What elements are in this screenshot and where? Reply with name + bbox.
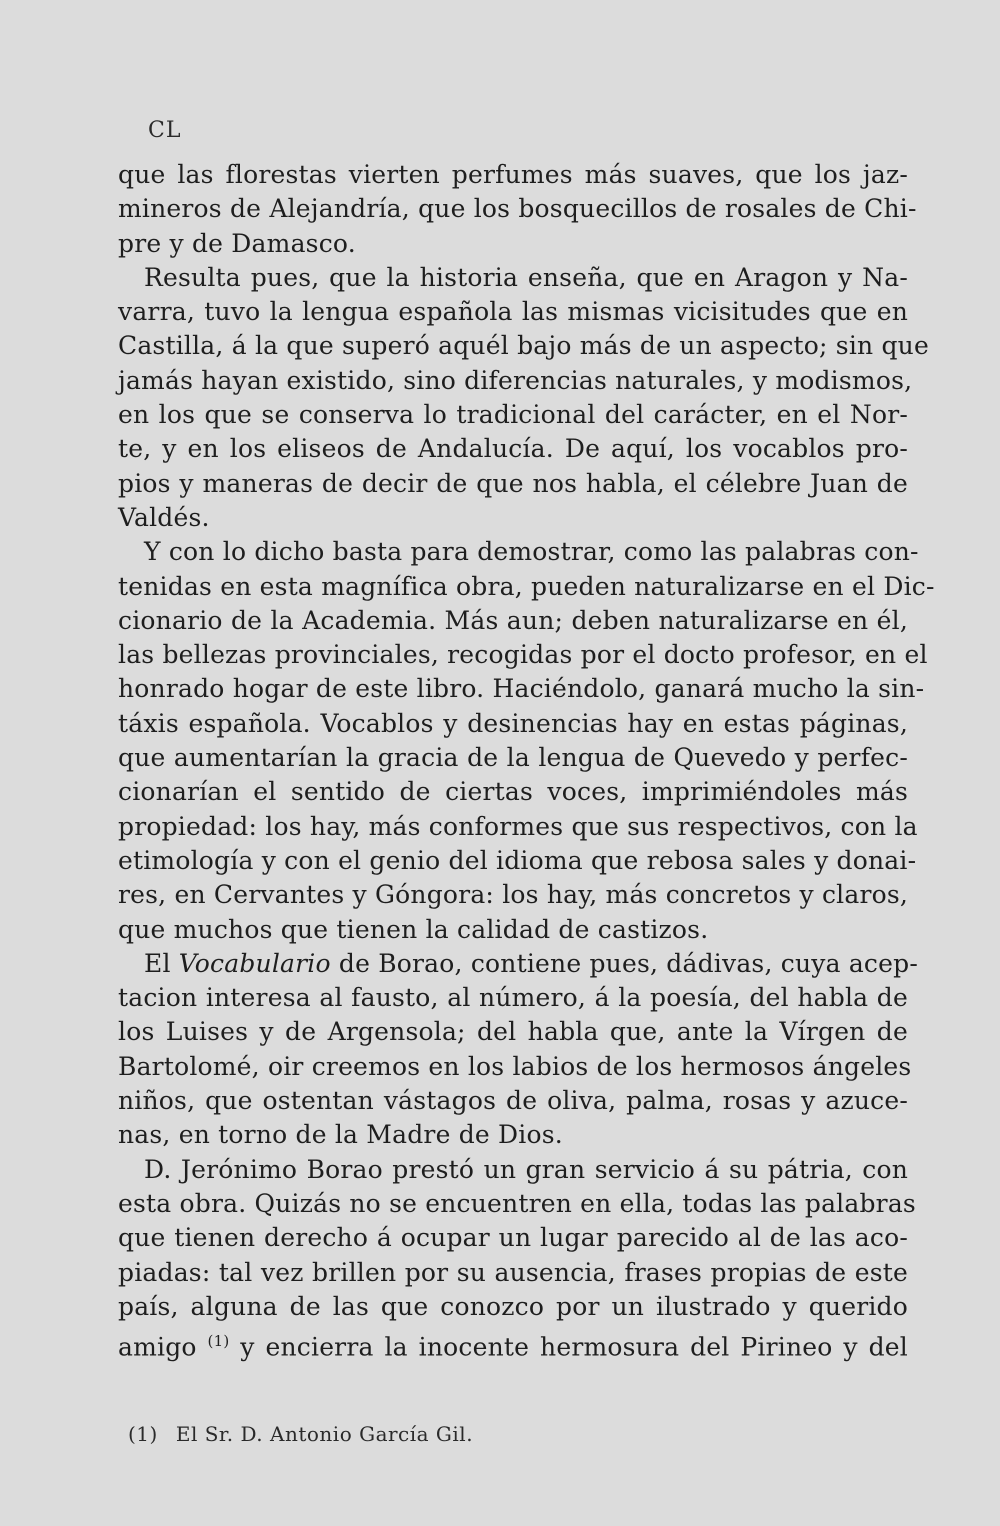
text-line: Valdés. xyxy=(118,502,210,532)
text-segment: amigo xyxy=(118,1332,208,1362)
text-line: que tienen derecho á ocupar un lugar parecido al de las aco- xyxy=(118,1223,908,1253)
text-line: las bellezas provinciales, recogidas por el docto profesor, en el xyxy=(118,640,928,670)
text-line: honrado hogar de este libro. Haciéndolo, ganará mucho la sin- xyxy=(118,674,925,704)
text-line: cionario de la Academia. Más aun; deben naturalizarse en él, xyxy=(118,605,908,635)
page-number: CL xyxy=(148,118,182,143)
text-line: Y con lo dicho basta para demostrar, como las palabras con- xyxy=(144,537,919,567)
text-line: Resulta pues, que la historia enseña, que en Aragon y Na- xyxy=(144,262,908,292)
text-line: pre y de Damasco. xyxy=(118,228,356,258)
text-line: res, en Cervantes y Góngora: los hay, más concretos y claros, xyxy=(118,880,909,910)
text-segment: El xyxy=(144,948,179,978)
text-line: te, y en los eliseos de Andalucía. De aquí, los vocablos pro- xyxy=(118,434,908,464)
text-line: que aumentarían la gracia de la lengua de Quevedo y perfec- xyxy=(118,743,908,773)
text-line: propiedad: los hay, más conformes que sus respectivos, con la xyxy=(118,811,918,841)
text-line: país, alguna de las que conozco por un ilustrado y querido xyxy=(118,1291,908,1321)
text-line: nas, en torno de la Madre de Dios. xyxy=(118,1120,563,1150)
text-line: jamás hayan existido, sino diferencias naturales, y modismos, xyxy=(118,365,913,395)
text-line: pios y maneras de decir de que nos habla, el célebre Juan de xyxy=(118,468,908,498)
text-segment: y encierra la inocente hermosura del Pirineo y del xyxy=(229,1332,908,1362)
footnote-reference: (1) xyxy=(207,1332,230,1351)
text-line: que muchos que tienen la calidad de castizos. xyxy=(118,914,709,944)
text-line: esta obra. Quizás no se encuentren en ella, todas las palabras xyxy=(118,1188,916,1218)
text-line: tacion interesa al fausto, al número, á la poesía, del habla de xyxy=(118,983,908,1013)
text-line: D. Jerónimo Borao prestó un gran servicio á su pátria, con xyxy=(144,1154,908,1184)
text-line: varra, tuvo la lengua española las mismas vicisitudes que en xyxy=(118,297,908,327)
text-line: en los que se conserva lo tradicional del carácter, en el Nor- xyxy=(118,400,908,430)
body-text xyxy=(118,158,935,1365)
text-line: piadas: tal vez brillen por su ausencia, frases propias de este xyxy=(118,1257,908,1287)
text-line: cionarían el sentido de ciertas voces, imprimiéndoles más xyxy=(118,777,908,807)
footnote xyxy=(128,1422,473,1446)
text-line: Bartolomé, oir creemos en los labios de los hermosos ángeles xyxy=(118,1051,912,1081)
italic-title: Vocabulario xyxy=(178,948,331,978)
text-line: mineros de Alejandría, que los bosquecillos de rosales de Chi- xyxy=(118,194,917,224)
text-line: los Luises y de Argensola; del habla que, ante la Vírgen de xyxy=(118,1017,908,1047)
text-line: niños, que ostentan vástagos de oliva, palma, rosas y azuce- xyxy=(118,1086,908,1116)
text-line: Castilla, á la que superó aquél bajo más de un aspecto; sin que xyxy=(118,331,929,361)
text-line: táxis española. Vocablos y desinencias hay en estas páginas, xyxy=(118,708,908,738)
text-line: que las florestas vierten perfumes más suaves, que los jaz- xyxy=(118,160,908,189)
footnote-mark: (1) xyxy=(128,1422,158,1446)
text-line xyxy=(118,1324,908,1365)
text-line: etimología y con el genio del idioma que rebosa sales y donai- xyxy=(118,845,917,875)
text-line xyxy=(118,947,918,981)
footnote-text: El Sr. D. Antonio García Gil. xyxy=(175,1422,474,1446)
text-segment: de Borao, contiene pues, dádivas, cuya acep- xyxy=(330,948,918,978)
text-line: tenidas en esta magnífica obra, pueden naturalizarse en el Dic- xyxy=(118,571,935,601)
